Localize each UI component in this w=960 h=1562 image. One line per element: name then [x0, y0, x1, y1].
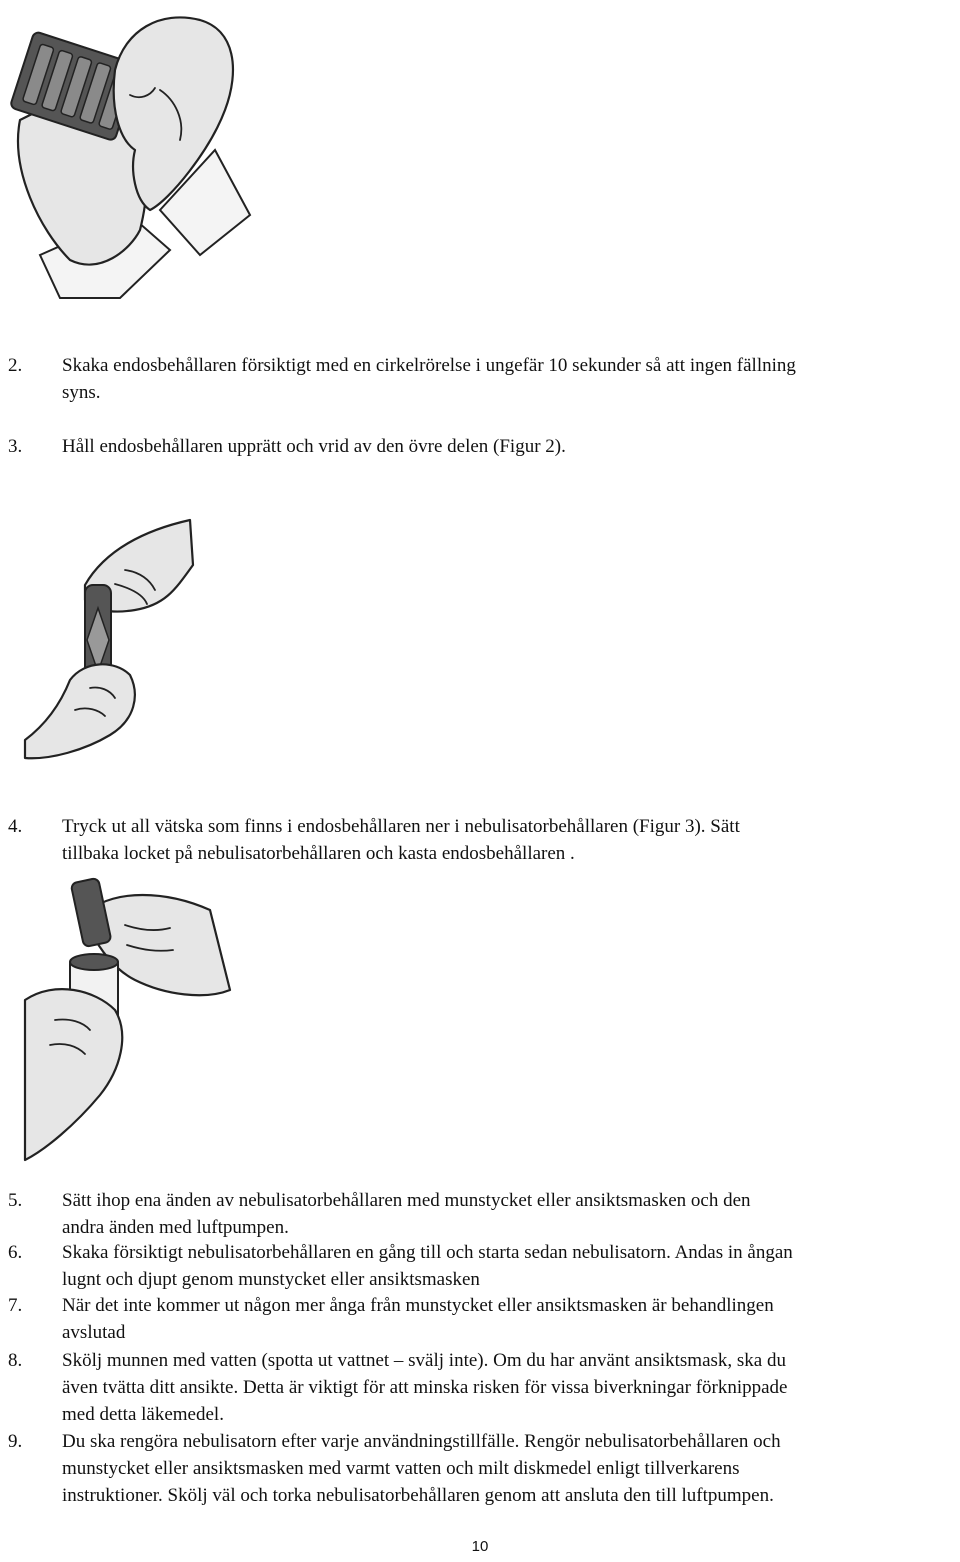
step-text-line: lugnt och djupt genom munstycket eller ansiktsmasken [62, 1269, 480, 1290]
step-number: 6. [8, 1242, 23, 1263]
step-number: 2. [8, 355, 23, 376]
page-number: 10 [471, 1538, 489, 1555]
step-text-line: andra änden med luftpumpen. [62, 1217, 289, 1238]
step-text-line: med detta läkemedel. [62, 1404, 224, 1425]
step-text-line: munstycket eller ansiktsmasken med varmt vatten och milt diskmedel enligt tillverkarens [62, 1458, 740, 1479]
step-number: 7. [8, 1295, 23, 1316]
step-text-line: avslutad [62, 1322, 126, 1343]
step-number: 3. [8, 436, 23, 457]
step-number: 4. [8, 816, 23, 837]
step-text-line: Håll endosbehållaren upprätt och vrid av den övre delen (Figur 2). [62, 436, 566, 457]
step-text-line: tillbaka locket på nebulisatorbehållaren och kasta endosbehållaren . [62, 843, 575, 864]
step-text-line: Skaka försiktigt nebulisatorbehållaren en gång till och starta sedan nebulisatorn. Andas in ångan [62, 1242, 793, 1263]
figure-twist-off-ampoule-illustration [15, 510, 205, 770]
step-number: 5. [8, 1190, 23, 1211]
figure-ampoule-strip-illustration [0, 0, 260, 300]
step-text-line: Skaka endosbehållaren försiktigt med en cirkelrörelse i ungefär 10 sekunder så att ingen fällning [62, 355, 796, 376]
step-text-line: syns. [62, 382, 101, 403]
step-text-line: När det inte kommer ut någon mer ånga från munstycket eller ansiktsmasken är behandlingen [62, 1295, 774, 1316]
step-text-line: Sätt ihop ena änden av nebulisatorbehållaren med munstycket eller ansiktsmasken och den [62, 1190, 751, 1211]
figure-fill-nebulizer-illustration [15, 870, 245, 1165]
step-number: 8. [8, 1350, 23, 1371]
step-text-line: även tvätta ditt ansikte. Detta är viktigt för att minska risken för vissa biverkningar förknippade [62, 1377, 788, 1398]
step-text-line: Du ska rengöra nebulisatorn efter varje användningstillfälle. Rengör nebulisatorbehållaren och [62, 1431, 781, 1452]
step-number: 9. [8, 1431, 23, 1452]
step-text-line: Tryck ut all vätska som finns i endosbehållaren ner i nebulisatorbehållaren (Figur 3). Sätt [62, 816, 740, 837]
step-text-line: instruktioner. Skölj väl och torka nebulisatorbehållaren genom att ansluta den till luftpumpen. [62, 1485, 774, 1506]
step-text-line: Skölj munnen med vatten (spotta ut vattnet – svälj inte). Om du har använt ansiktsmask, ska du [62, 1350, 786, 1371]
